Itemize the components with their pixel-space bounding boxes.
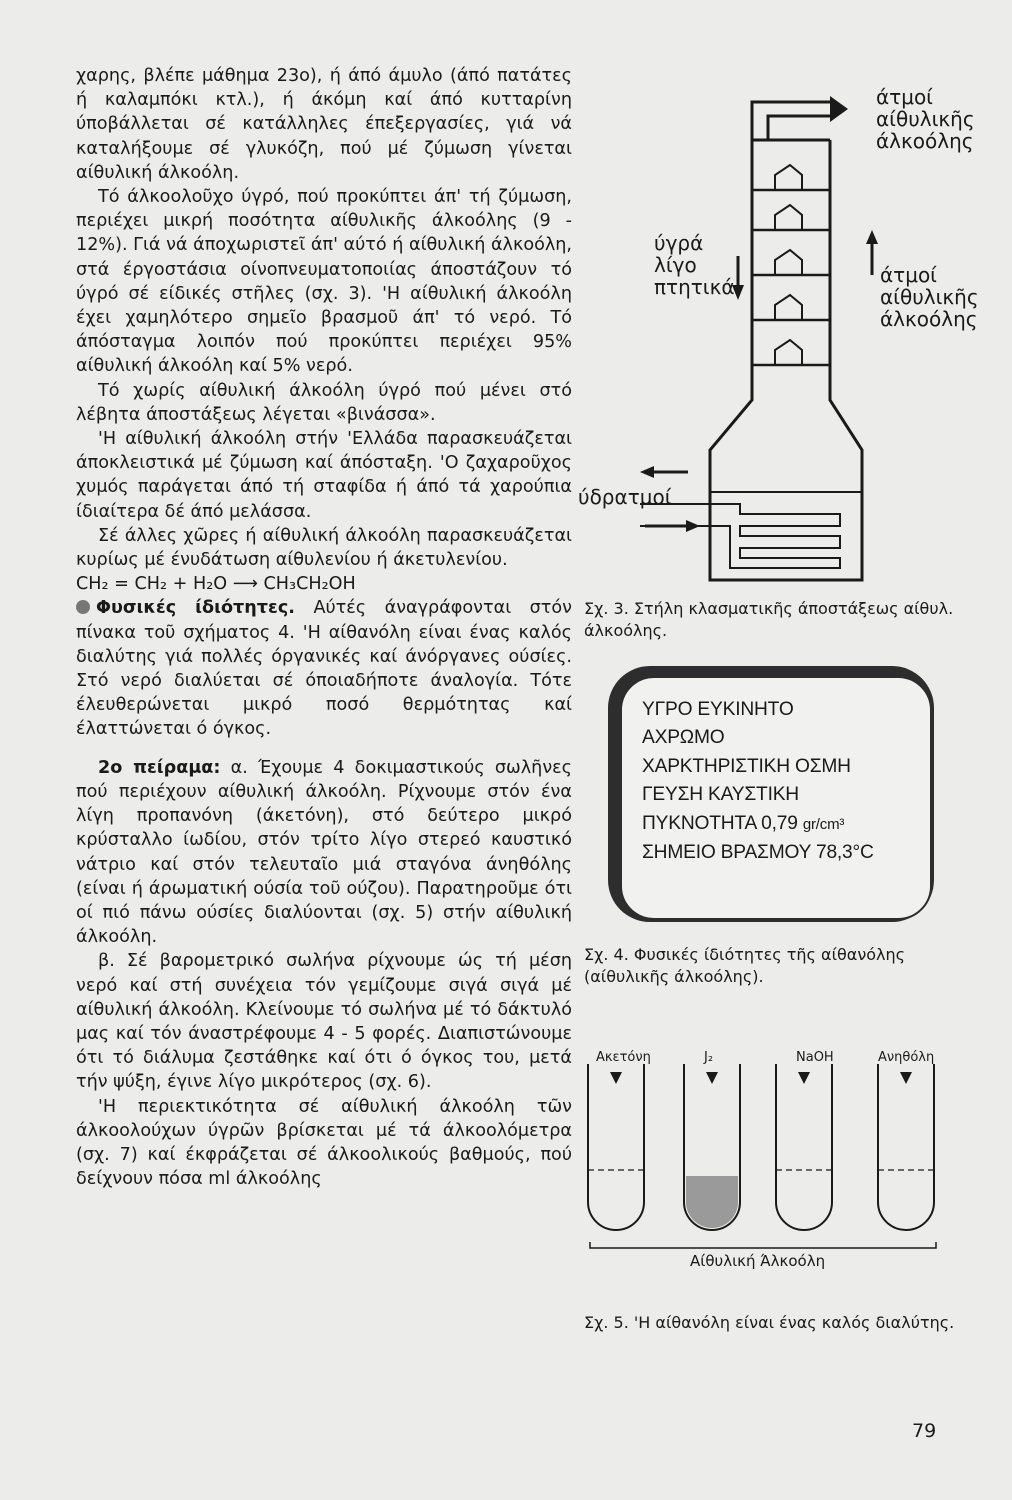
boiling-point-line: ΣΗΜΕΙΟ ΒΡΑΣΜΟΥ 78,3°C [642, 842, 874, 864]
figure-4-caption: Σχ. 4. Φυσικές ίδιότητες τῆς αίθανόλης (αίθυλικῆς άλκοόλης). [584, 945, 906, 986]
label-liquids: ύγρά λίγο πτητικά [654, 231, 735, 299]
paragraph-2: Τό άλκοολοῦχο ύγρό, πού προκύπτει άπ' τή ζύμωση, περιέχει μικρή ποσότητα αίθυλικῆς άλκοόλης (9 - 12%). Γιά νά άποχωριστεῖ άπ' αύτό ή αίθυλική άλκοόλη, στά έργοστάσια οίνοπνευματοποιίας άποστάζουν τό ύγρό σέ είδικές στῆλες (σχ. 3). 'Η αίθυλική άλκοόλη έχει χαμηλότερο σημεῖο βρασμοῦ άπ' τό νερό. Τό άπόσταγμα λοιπόν πού προκύπτει περιέχει 95% αίθυλική άλκοόλη καί 5% νερό. [76, 187, 573, 377]
density-line: ΠΥΚΝΟΤΗΤΑ 0,79 gr/cm³ [642, 812, 845, 834]
paragraph-4: 'Η αίθυλική άλκοόλη στήν 'Ελλάδα παρασκευάζεται άποκλειστικά μέ ζύμωση καί άπόσταξη. 'Ο ζαχαροῦχος χυμός παράγεται άπό τή σταφίδα ή άπό τά χαρούπια ίδιαίτερα δέ άπό μελάσσα. [76, 429, 572, 522]
tube-label-anethole: Ανηθόλη [878, 1050, 935, 1065]
bracket-label-ethanol: Αίθυλική Άλκοόλη [690, 1252, 826, 1270]
paragraph-1: χαρης, βλέπε μάθημα 23ο), ή άπό άμυλο (άπό πατάτες ή καλαμπόκι κτλ.), ή άκόμη καί άπό κυτταρίνη ύποβάλλεται σέ κατάλληλες έπεξεργασίες, γιά νά καταλήξουμε σέ γλυκόζη, πού μέ ζύμωση γίνεται αίθυλική άλκοόλη. [76, 66, 572, 183]
paragraph-6-text: Αύτές άναγράφονται στόν πίνακα τοῦ σχήματος 4. 'Η αίθανόλη είναι ένας καλός διαλύτης γιά πολλές όργανικές καί άνόργανες ούσίες. Στό νερό διαλύεται σέ όποιαδήποτε άναλογία. Τότε έλευθερώνεται μικρό ποσό θερμότητας καί έλαττώνεται ό όγκος. [76, 598, 572, 740]
density-unit: gr/cm³ [802, 815, 845, 833]
bullet-icon [76, 600, 90, 614]
property-line: ΥΓΡΟ ΕΥΚΙΝΗΤΟ [642, 699, 794, 720]
paragraph-6 [76, 596, 572, 741]
tube-label-iodine: J₂ [704, 1050, 714, 1065]
label-vapors-mid: άτμοί αίθυλικῆς άλκοόλης [880, 263, 979, 331]
physical-properties-heading: Φυσικές ίδιότητες. [96, 598, 295, 619]
property-line: ΑΧΡΩΜΟ [642, 727, 725, 749]
test-tubes-diagram [580, 1064, 960, 1254]
properties-box [620, 676, 932, 920]
paragraph-7 [76, 756, 572, 950]
paragraph-9: 'Η περιεκτικότητα σέ αίθυλική άλκοόλη τῶν άλκοολούχων ύγρῶν βρίσκεται μέ τά άλκοολόμετρα (σχ. 7) καί έκφράζεται σέ άλκοολικούς βαθμούς, πού δείχνουν πόσα ml άλκοόλης [76, 1096, 572, 1190]
paragraph-3: Τό χωρίς αίθυλική άλκοόλη ύγρό πού μένει στό λέβητα άποστάξεως λέγεται «βινάσσα». [76, 380, 572, 425]
figure-5-caption: Σχ. 5. 'Η αίθανόλη είναι ένας καλός διαλύτης. [584, 1313, 955, 1332]
paragraph-8: β. Σέ βαρομετρικό σωλήνα ρίχνουμε ώς τή μέση νερό καί στή συνέχεια τόν γεμίζουμε σιγά σιγά μέ αίθυλική άλκοόλη. Κλείνουμε τό σωλήνα μέ τό δάκτυλό μας καί τόν άναστρέφουμε 4 - 5 φορές. Διαπιστώνουμε ότι τό διάλυμα ζεστάθηκε καί ότι ό όγκος του, μετά τήν ψύξη, έγινε λίγο μικρότερος (σχ. 6). [76, 951, 572, 1093]
distillation-column-diagram [640, 80, 880, 590]
page-number: 79 [912, 1420, 937, 1442]
paragraph-5: Σέ άλλες χῶρες ή αίθυλική άλκοόλη παρασκευάζεται κυρίως μέ ένυδάτωση αίθυλενίου ή άκετυλενίου. [76, 525, 572, 571]
chemical-equation: CH₂ = CH₂ + H₂O ⟶ CH₃CH₂OH [76, 574, 356, 595]
tube-label-acetone: Ακετόνη [596, 1050, 651, 1065]
property-line: ΓΕΥΣΗ ΚΑΥΣΤΙΚΗ [642, 784, 799, 806]
tube-label-naoh: NaOH [796, 1050, 834, 1065]
label-vapors-top: άτμοί αίθυλικῆς άλκοόλης [876, 85, 975, 153]
property-line: ΧΑΡΚΤΗΡΙΣΤΙΚΗ ΟΣΜΗ [642, 755, 851, 777]
experiment-heading: 2ο πείραμα: [98, 757, 221, 778]
main-text-column [76, 64, 572, 1191]
label-steam: ύδρατμοί [578, 485, 672, 509]
figure-3-caption: Σχ. 3. Στήλη κλασματικῆς άποστάξεως αίθυλ. άλκοόλης. [584, 599, 954, 640]
paragraph-7-text: α. Έχουμε 4 δοκιμαστικούς σωλῆνες πού περιέχουν αίθυλική άλκοόλη. Ρίχνουμε στόν ένα λίγη προπανόνη (άκετόνη), στό δεύτερο μικρό κρύσταλλο ίωδίου, στόν τρίτο λίγο στερεό καυστικό νάτριο καί στόν τελευταῖο μιά σταγόνα άνηθόλης (είναι ή άρωματική ούσία τοῦ ούζου). Παρατηροῦμε ότι οί πιό πάνω ούσίες διαλύονται (σχ. 5) στήν αίθυλική άλκοόλη. [76, 757, 572, 948]
